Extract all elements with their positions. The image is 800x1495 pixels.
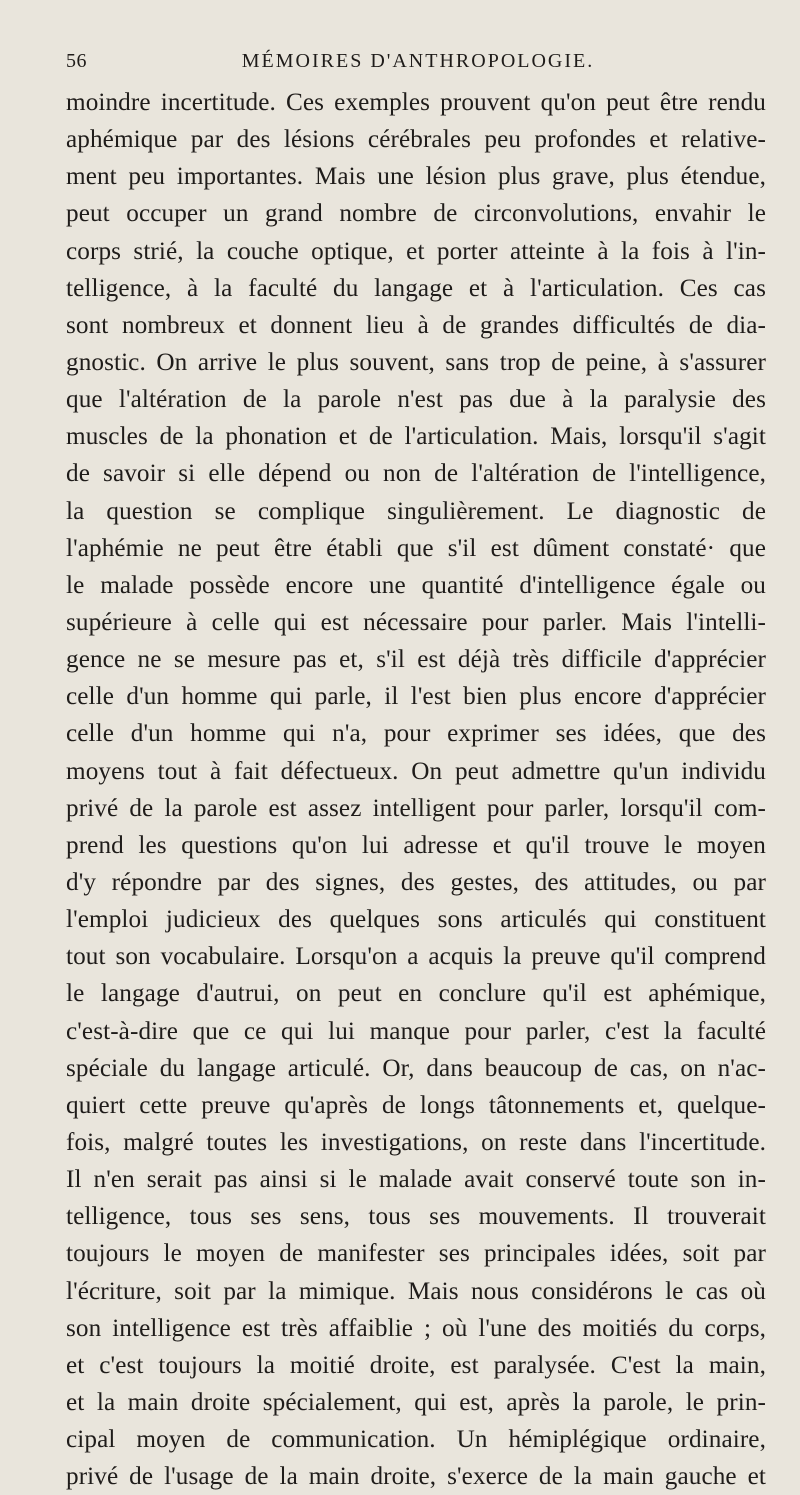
text-line: l'écriture, soit par la mimique. Mais nous considérons le cas où bbox=[66, 1277, 766, 1305]
text-line: la question se complique singulièrement. Le diagnostic de bbox=[66, 497, 766, 525]
body-text bbox=[66, 84, 766, 1495]
text-line: moyens tout à fait défectueux. On peut admettre qu'un individu bbox=[66, 757, 766, 785]
text-line: d'y répondre par des signes, des gestes, des attitudes, ou par bbox=[66, 868, 766, 896]
text-line: cipal moyen de communication. Un hémiplégique ordinaire, bbox=[66, 1426, 766, 1454]
text-line: privé de la parole est assez intelligent pour parler, lorsqu'il com- bbox=[66, 794, 766, 822]
text-line: Il n'en serait pas ainsi si le malade avait conservé toute son in- bbox=[66, 1166, 766, 1194]
text-line: privé de l'usage de la main droite, s'exerce de la main gauche et bbox=[66, 1463, 766, 1491]
text-line: celle d'un homme qui parle, il l'est bien plus encore d'apprécier bbox=[66, 683, 766, 711]
text-line: toujours le moyen de manifester ses principales idées, soit par bbox=[66, 1240, 766, 1268]
text-line: supérieure à celle qui est nécessaire pour parler. Mais l'intelli- bbox=[66, 608, 766, 636]
text-line: spéciale du langage articulé. Or, dans beaucoup de cas, on n'ac- bbox=[66, 1054, 766, 1082]
text-line: quiert cette preuve qu'après de longs tâtonnements et, quelque- bbox=[66, 1091, 766, 1119]
text-line: c'est-à-dire que ce qui lui manque pour parler, c'est la faculté bbox=[66, 1017, 766, 1045]
text-line: sont nombreux et donnent lieu à de grandes difficultés de dia- bbox=[66, 311, 766, 339]
text-line: l'aphémie ne peut être établi que s'il est dûment constaté· que bbox=[66, 534, 766, 562]
text-line: et la main droite spécialement, qui est, après la parole, le prin- bbox=[66, 1388, 766, 1416]
page-number: 56 bbox=[66, 50, 87, 72]
text-line: son intelligence est très affaiblie ; où l'une des moitiés du corps, bbox=[66, 1314, 766, 1342]
text-line: moindre incertitude. Ces exemples prouvent qu'on peut être rendu bbox=[66, 89, 766, 116]
text-line: et c'est toujours la moitié droite, est paralysée. C'est la main, bbox=[66, 1351, 766, 1379]
text-line: prend les questions qu'on lui adresse et qu'il trouve le moyen bbox=[66, 831, 766, 859]
text-line: le malade possède encore une quantité d'intelligence égale ou bbox=[66, 571, 766, 599]
running-title: MÉMOIRES D'ANTHROPOLOGIE. bbox=[241, 50, 595, 72]
text-line: telligence, à la faculté du langage et à l'articulation. Ces cas bbox=[66, 274, 766, 302]
text-line: aphémique par des lésions cérébrales peu profondes et relative- bbox=[66, 126, 766, 154]
text-line: de savoir si elle dépend ou non de l'altération de l'intelligence, bbox=[66, 460, 766, 488]
text-line: peut occuper un grand nombre de circonvolutions, envahir le bbox=[66, 200, 766, 228]
text-line: tout son vocabulaire. Lorsqu'on a acquis la preuve qu'il comprend bbox=[66, 943, 766, 971]
running-head bbox=[66, 50, 760, 74]
text-line: fois, malgré toutes les investigations, on reste dans l'incertitude. bbox=[66, 1128, 766, 1156]
text-line: l'emploi judicieux des quelques sons articulés qui constituent bbox=[66, 906, 766, 934]
text-line: gnostic. On arrive le plus souvent, sans trop de peine, à s'assurer bbox=[66, 348, 766, 376]
text-line: telligence, tous ses sens, tous ses mouvements. Il trouverait bbox=[66, 1203, 766, 1231]
text-line: corps strié, la couche optique, et porter atteinte à la fois à l'in- bbox=[66, 237, 766, 265]
text-line: gence ne se mesure pas et, s'il est déjà très difficile d'apprécier bbox=[66, 646, 766, 674]
text-line: muscles de la phonation et de l'articulation. Mais, lorsqu'il s'agit bbox=[66, 423, 766, 451]
text-line: que l'altération de la parole n'est pas due à la paralysie des bbox=[66, 386, 766, 414]
text-line: le langage d'autrui, on peut en conclure qu'il est aphémique, bbox=[66, 980, 766, 1008]
text-line: celle d'un homme qui n'a, pour exprimer ses idées, que des bbox=[66, 720, 766, 748]
text-line: ment peu importantes. Mais une lésion plus grave, plus étendue, bbox=[66, 163, 766, 191]
